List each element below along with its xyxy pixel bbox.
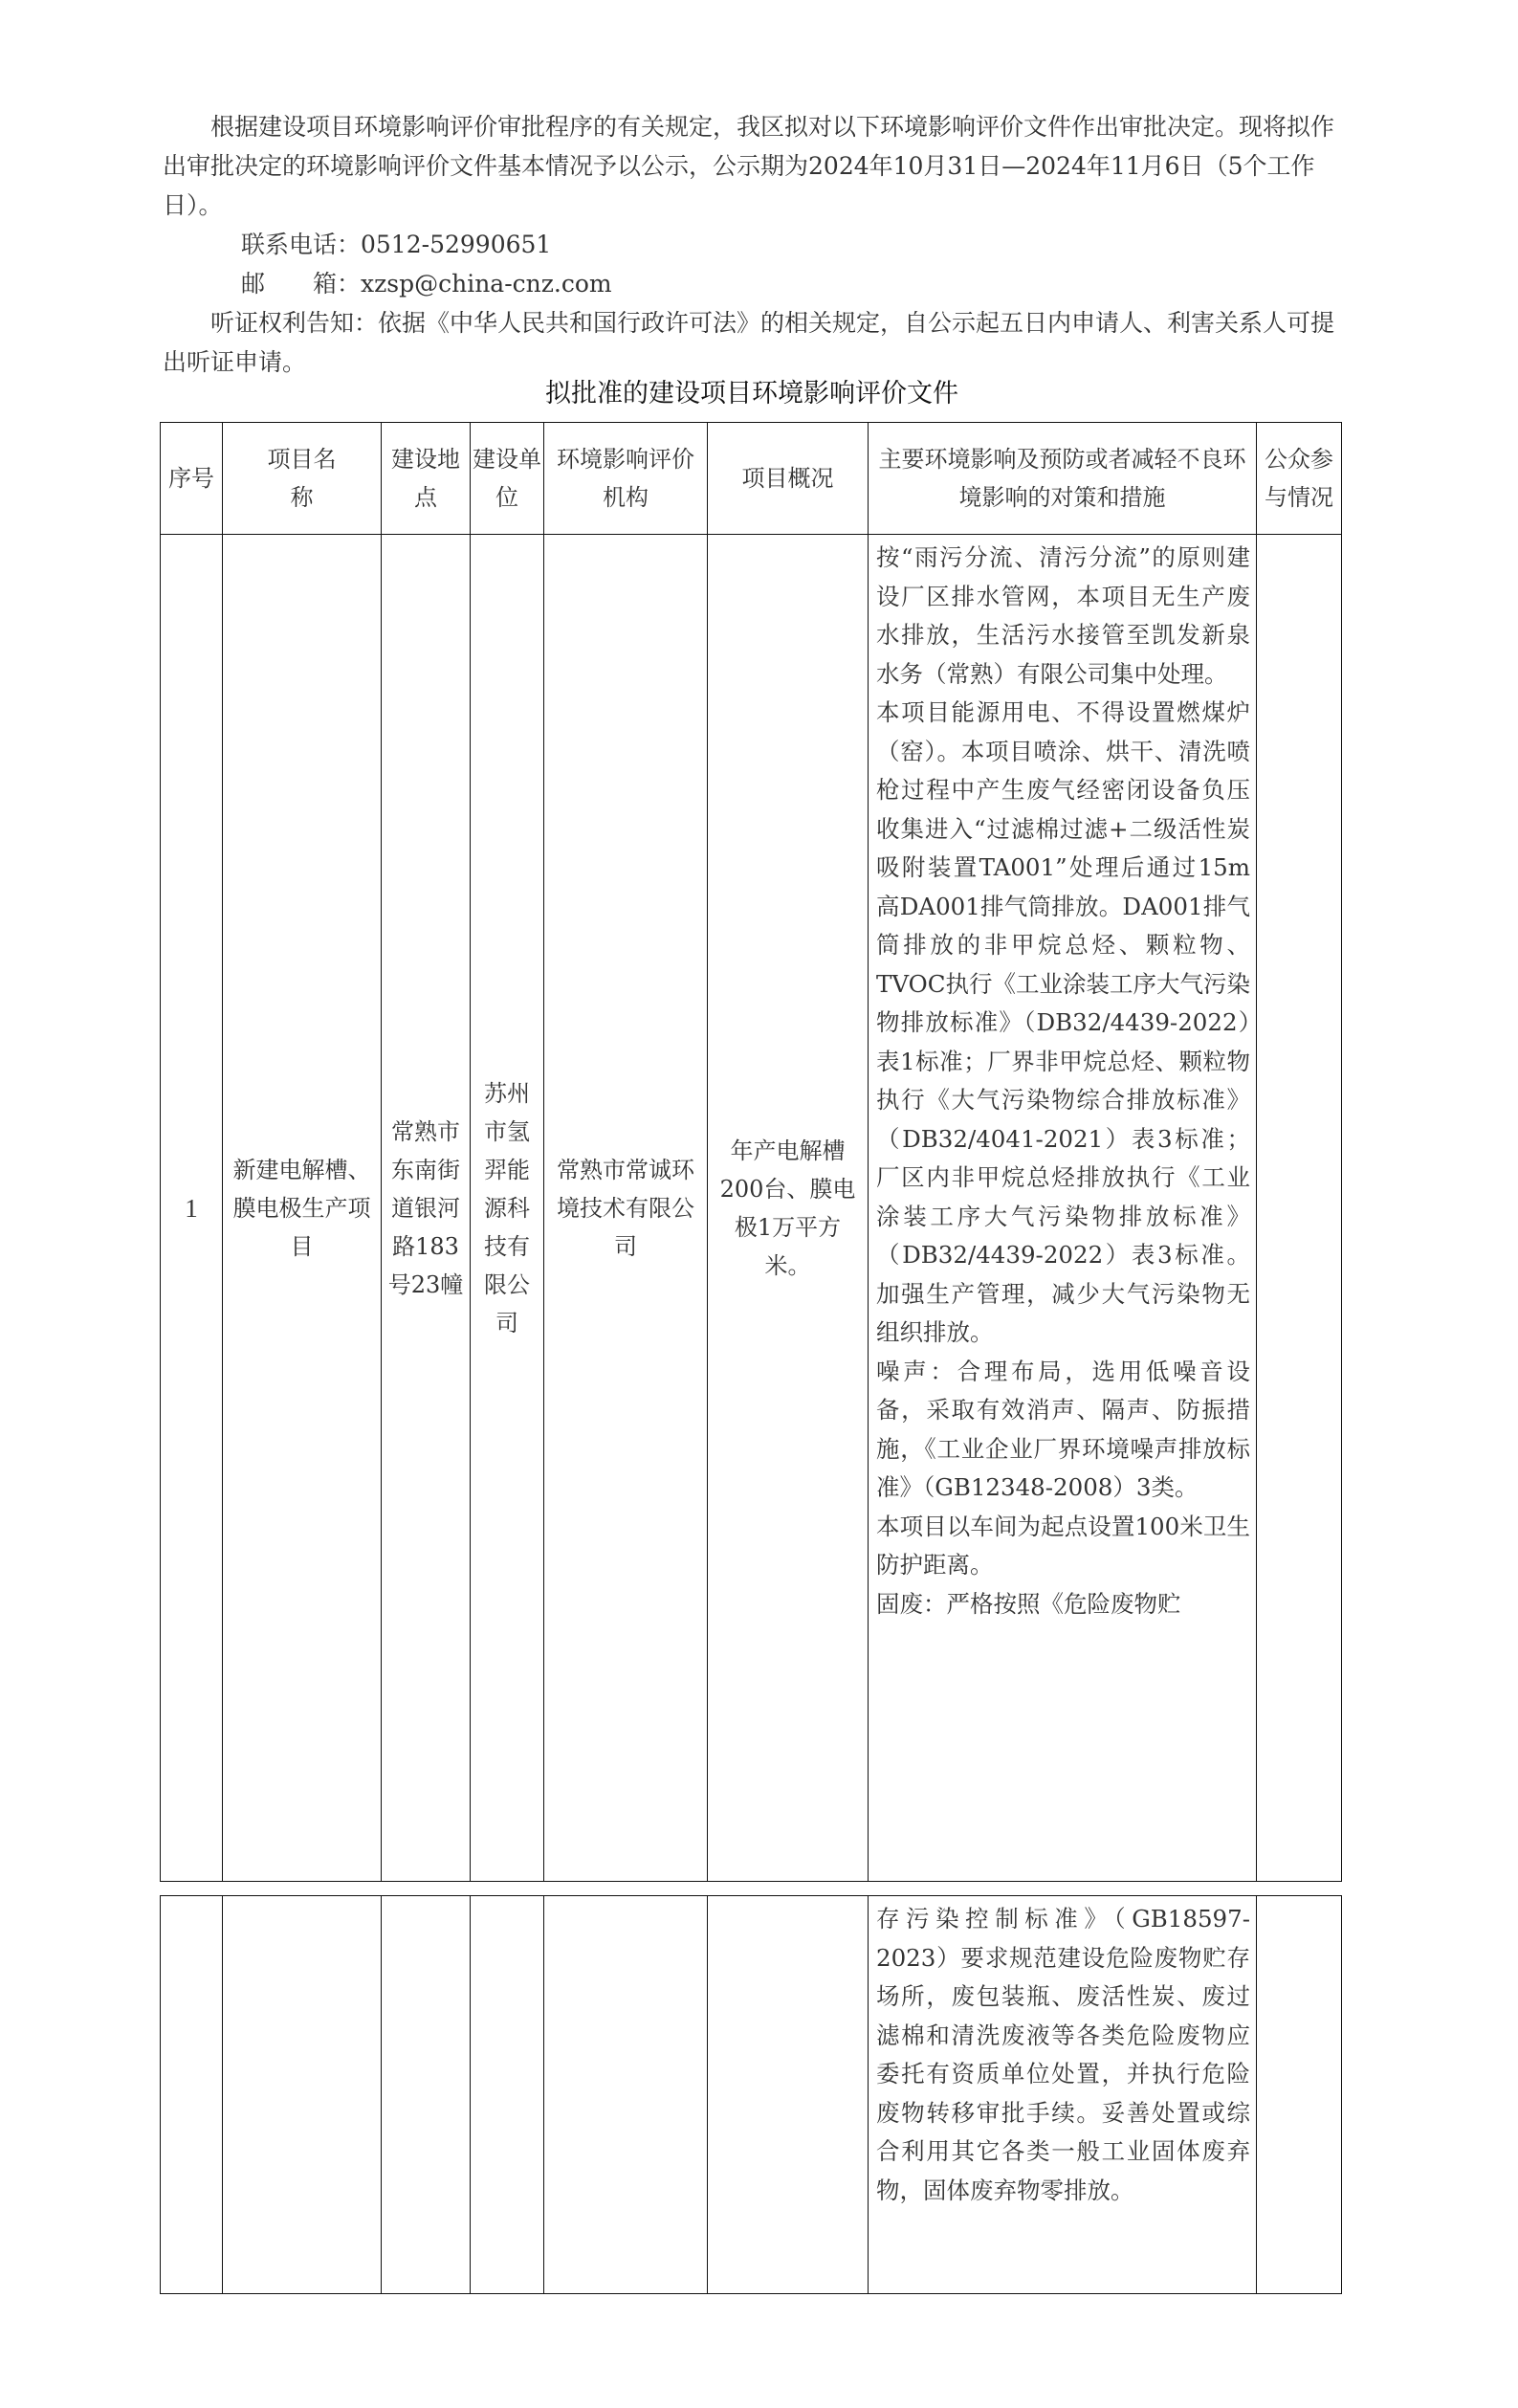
header-measures: 主要环境影响及预防或者减轻不良环境影响的对策和措施 [869,423,1257,535]
eia-table [160,422,1342,1882]
header-location: 建设地点 [382,423,471,535]
measures-noise: 噪声：合理布局，选用低噪音设备，采取有效消声、隔声、防振措施，《工业企业厂界环境噪声排放标准》（GB12348-2008）3类。 [876,1357,1250,1501]
header-overview: 项目概况 [708,423,869,535]
table-row [161,535,1342,1882]
cell-measures [869,535,1257,1882]
hearing-notice: 听证权利告知：依据《中华人民共和国行政许可法》的相关规定，自公示起五日内申请人、利害关系人可提出听证申请。 [163,309,1335,376]
measures-air: 本项目能源用电、不得设置燃煤炉（窑）。本项目喷涂、烘干、清洗喷枪过程中产生废气经密闭设备负压收集进入“过滤棉过滤+二级活性炭吸附装置TA001”处理后通过15m高DA001排气筒排放。DA001排气筒排放的非甲烷总烃、颗粒物、TVOC执行《工业涂装工序大气污染物排放标准》（DB32/4439-2022）表1标准；厂界非甲烷总烃、颗粒物执行《大气污染物综合排放标准》（DB32/4041-2021）表3标准；厂区内非甲烷总烃排放执行《工业涂装工序大气污染物排放标准》（DB32/4439-2022）表3标准。加强生产管理，减少大气污染物无组织排放。 [876,698,1250,1346]
table-header-row [161,423,1342,535]
cell-project-name-cont [223,1896,382,2294]
cell-location [382,535,471,1882]
intro-section [163,107,1341,382]
cell-index-cont [161,1896,223,2294]
cell-eia-agency-cont [544,1896,708,2294]
eia-table-continued [160,1895,1342,2294]
table-title: 拟批准的建设项目环境影响评价文件 [545,379,958,409]
eia-agency-text: 常熟市常诚环境技术有限公司 [557,1156,694,1260]
developer-text: 苏州市氢羿能源科技有限公司 [484,1079,530,1337]
header-project-name: 项目名称 [223,423,382,535]
cell-public-participation [1257,535,1342,1882]
overview-text: 年产电解槽200台、膜电极1万平方米。 [719,1137,856,1279]
measures-protection-distance: 本项目以车间为起点设置100米卫生防护距离。 [876,1512,1250,1579]
measures-solid-waste-cont: 存污染控制标准》（GB18597-2023）要求规范建设危险废物贮存场所，废包装瓶、废活性炭、废过滤棉和清洗废液等各类危险废物应委托有资质单位处置，并执行危险废物转移审批手续。妥善处置或综合利用其它各类一般工业固体废弃物，固体废弃物零排放。 [876,1905,1250,2204]
location-text: 常熟市东南街道银河路183号23幢 [387,1117,464,1298]
cell-overview [708,535,869,1882]
contact-email: 邮 箱：xzsp@china-cnz.com [241,270,612,298]
cell-public-participation-cont [1257,1896,1342,2294]
cell-developer-cont [471,1896,544,2294]
cell-measures-cont [869,1896,1257,2294]
cell-project-name [223,535,382,1882]
cell-overview-cont [708,1896,869,2294]
header-eia-agency: 环境影响评价机构 [544,423,708,535]
header-public-participation: 公众参与情况 [1257,423,1342,535]
intro-paragraph: 根据建设项目环境影响评价审批程序的有关规定，我区拟对以下环境影响评价文件作出审批决定。现将拟作出审批决定的环境影响评价文件基本情况予以公示，公示期为2024年10月31日—2024年11月6日（5个工作日）。 [163,113,1335,219]
header-index: 序号 [161,423,223,535]
measures-solid-waste-start: 固废：严格按照《危险废物贮 [876,1589,1181,1618]
cell-index: 1 [161,535,223,1882]
cell-developer [471,535,544,1882]
contact-phone: 联系电话：0512-52990651 [241,231,552,258]
table-row-continued [161,1896,1342,2294]
cell-location-cont [382,1896,471,2294]
measures-wastewater: 按“雨污分流、清污分流”的原则建设厂区排水管网，本项目无生产废水排放，生活污水接管至凯发新泉水务（常熟）有限公司集中处理。 [876,543,1250,688]
cell-eia-agency [544,535,708,1882]
project-name-text: 新建电解槽、膜电极生产项目 [232,1156,371,1260]
header-developer: 建设单位 [471,423,544,535]
